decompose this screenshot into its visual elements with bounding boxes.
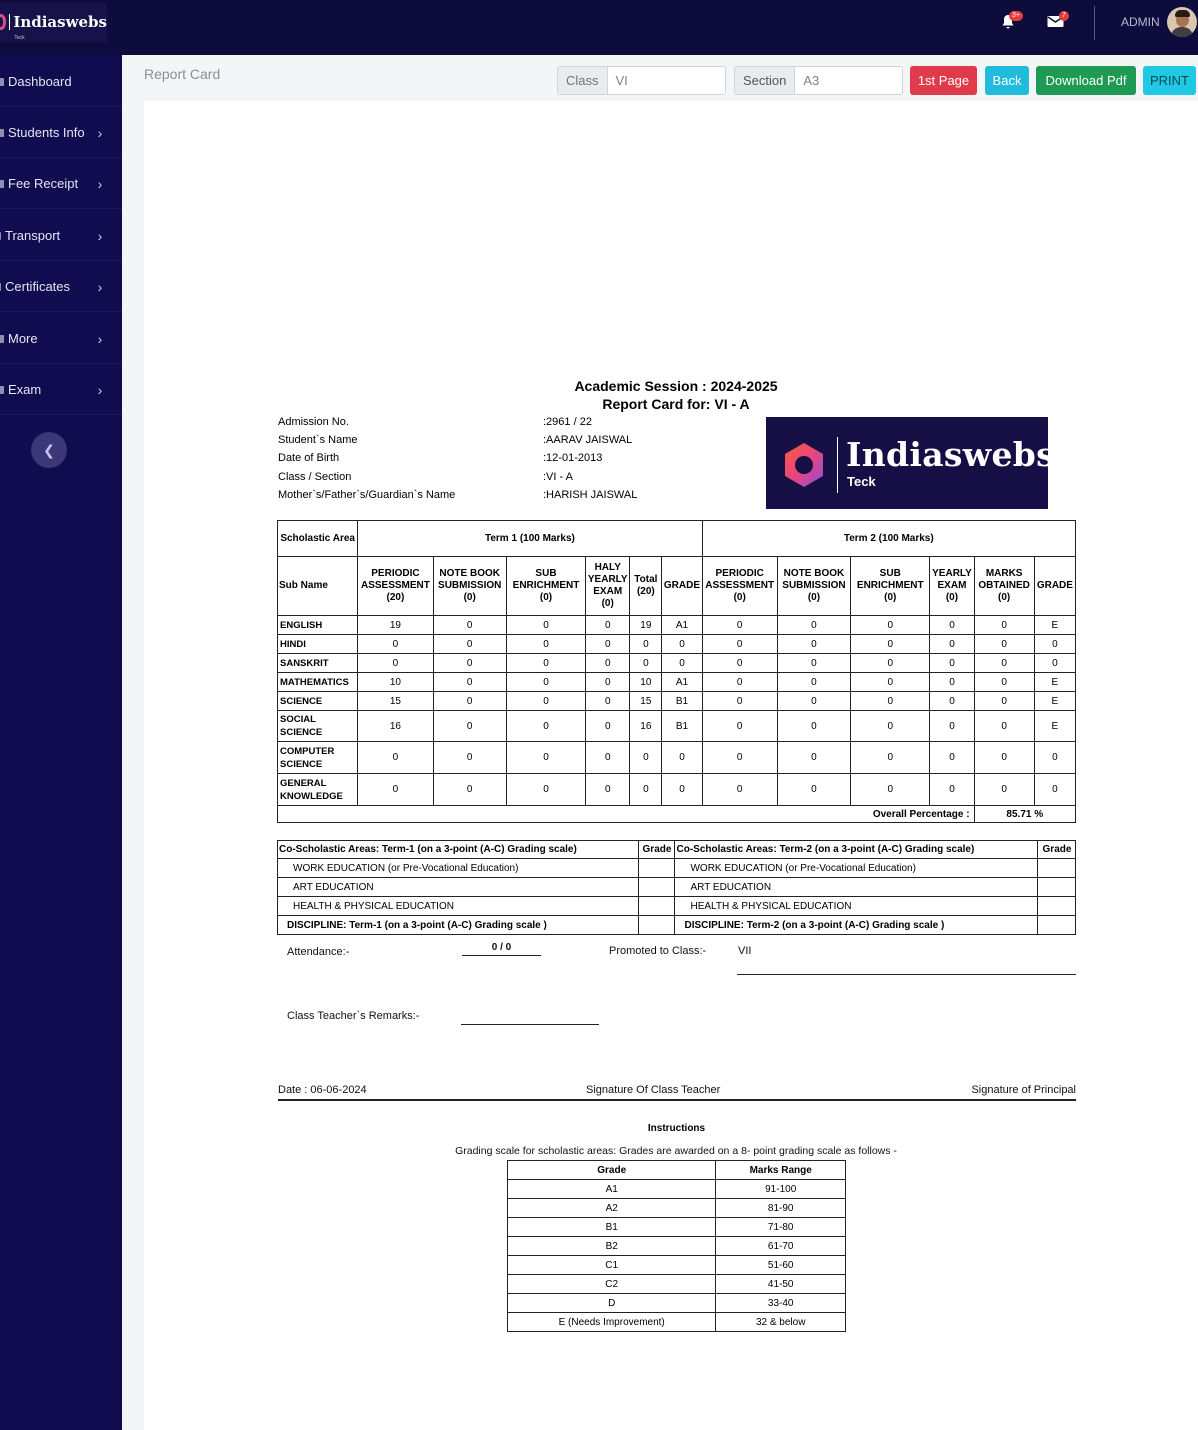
chevron-right-icon: ›	[97, 124, 103, 141]
exam-icon	[0, 386, 4, 394]
grade-cell: A2	[508, 1199, 716, 1218]
sidebar-item-label: Fee Receipt	[8, 176, 79, 191]
logo-sub: Teck	[847, 474, 876, 489]
mark-cell: 0	[506, 616, 585, 635]
term1-header: Term 1 (100 Marks)	[358, 521, 702, 557]
mark-cell: 0	[433, 673, 506, 692]
more-icon	[0, 335, 4, 343]
co-area: WORK EDUCATION (or Pre-Vocational Education)	[675, 859, 1038, 878]
mark-cell: E	[1034, 673, 1075, 692]
column-header: MARKS OBTAINED (0)	[974, 557, 1034, 616]
mark-cell: 0	[974, 616, 1034, 635]
attendance-label: Attendance:-	[287, 946, 350, 958]
subject-name: SOCIAL SCIENCE	[278, 711, 358, 742]
signature-principal: Signature of Principal	[971, 1084, 1076, 1096]
mark-cell: 0	[433, 711, 506, 742]
mark-cell: 0	[702, 774, 777, 806]
info-value: :2961 / 22	[543, 416, 592, 428]
topbar-divider	[1094, 6, 1095, 40]
mark-cell: 19	[358, 616, 433, 635]
mark-cell: 0	[851, 654, 930, 673]
instructions-title: Instructions	[647, 1123, 706, 1134]
sidebar-item-transport[interactable]	[0, 211, 122, 261]
co-area: ART EDUCATION	[278, 878, 639, 897]
avatar[interactable]	[1167, 7, 1197, 37]
table-row	[278, 654, 1076, 673]
mark-cell: 0	[506, 673, 585, 692]
range-cell: 81-90	[716, 1199, 846, 1218]
report-date: Date : 06-06-2024	[278, 1084, 367, 1096]
grade-cell: E (Needs Improvement)	[508, 1313, 716, 1332]
mark-cell: 0	[630, 742, 662, 774]
sidebar-item-label: More	[8, 331, 38, 346]
mark-cell: 0	[777, 654, 850, 673]
session-title: Academic Session : 2024-2025	[574, 378, 778, 394]
column-header: NOTE BOOK SUBMISSION (0)	[433, 557, 506, 616]
print-button[interactable]: PRINT	[1143, 66, 1196, 95]
column-header: HALY YEARLY EXAM (0)	[586, 557, 630, 616]
overall-value: 85.71 %	[974, 806, 1075, 823]
info-value: :AARAV JAISWAL	[543, 434, 633, 446]
mark-cell: 0	[851, 742, 930, 774]
mark-cell: 15	[358, 692, 433, 711]
mark-cell: 0	[930, 742, 974, 774]
mark-cell: 0	[851, 692, 930, 711]
sidebar-item-exam[interactable]	[0, 365, 122, 415]
info-label: Class / Section	[278, 471, 352, 483]
mark-cell: 19	[630, 616, 662, 635]
mark-cell: 0	[930, 673, 974, 692]
class-select[interactable]	[557, 66, 726, 95]
certificate-icon	[0, 283, 1, 291]
section-select-value[interactable]: A3	[803, 73, 820, 88]
co-scholastic-table	[277, 840, 1076, 935]
mark-cell: 0	[777, 692, 850, 711]
subject-name: COMPUTER SCIENCE	[278, 742, 358, 774]
sidebar-item-certificates[interactable]	[0, 262, 122, 312]
mark-cell: 0	[851, 635, 930, 654]
mark-cell: 0	[702, 616, 777, 635]
mark-cell: 0	[506, 742, 585, 774]
mark-cell: 0	[702, 742, 777, 774]
chevron-left-icon: ❮	[43, 442, 55, 458]
mark-cell: 0	[702, 654, 777, 673]
notifications-button[interactable]	[1000, 14, 1020, 32]
table-row	[278, 635, 1076, 654]
column-header: GRADE	[662, 557, 702, 616]
user-label[interactable]: ADMIN	[1121, 15, 1160, 29]
subject-name: MATHEMATICS	[278, 673, 358, 692]
mark-cell: 0	[662, 742, 702, 774]
mark-cell: 0	[630, 654, 662, 673]
grade-column-header: Grade	[508, 1161, 716, 1180]
attendance-value: 0 / 0	[491, 942, 512, 953]
range-cell: 71-80	[716, 1218, 846, 1237]
brand-hexagon-icon	[0, 14, 6, 30]
sidebar-item-label: Dashboard	[8, 74, 72, 89]
mark-cell: 0	[777, 635, 850, 654]
column-header: SUB ENRICHMENT (0)	[851, 557, 930, 616]
attendance-underline	[462, 955, 541, 956]
mark-cell: 0	[506, 654, 585, 673]
range-column-header: Marks Range	[716, 1161, 846, 1180]
mark-cell: 0	[974, 654, 1034, 673]
mark-cell: 0	[433, 692, 506, 711]
co-scholastic-t1-header: Co-Scholastic Areas: Term-1 (on a 3-point (A-C) Grading scale)	[278, 841, 639, 859]
class-select-value[interactable]: VI	[615, 73, 628, 88]
table-row	[508, 1294, 846, 1313]
info-label: Student`s Name	[278, 434, 358, 446]
mark-cell: 0	[851, 616, 930, 635]
mark-cell: 0	[1034, 654, 1075, 673]
table-row	[278, 616, 1076, 635]
sidebar-item-label: Transport	[5, 228, 61, 243]
chevron-right-icon: ›	[97, 330, 103, 347]
range-cell: 32 & below	[716, 1313, 846, 1332]
brand-logo[interactable]	[0, 2, 107, 42]
sub-name-header: Sub Name	[278, 557, 358, 616]
mark-cell: 0	[1034, 742, 1075, 774]
mark-cell: 0	[358, 774, 433, 806]
range-cell: 41-50	[716, 1275, 846, 1294]
mark-cell: 0	[630, 635, 662, 654]
mark-cell: 0	[358, 742, 433, 774]
mark-cell: 16	[358, 711, 433, 742]
range-cell: 33-40	[716, 1294, 846, 1313]
mark-cell: A1	[662, 673, 702, 692]
mark-cell: 0	[1034, 774, 1075, 806]
table-row	[278, 711, 1076, 742]
mark-cell: 0	[630, 774, 662, 806]
mark-cell: 0	[433, 742, 506, 774]
remarks-label: Class Teacher`s Remarks:-	[287, 1010, 420, 1022]
subject-name: HINDI	[278, 635, 358, 654]
mark-cell: 0	[433, 774, 506, 806]
mark-cell: 0	[851, 711, 930, 742]
school-logo	[766, 417, 1056, 509]
top-bar	[0, 0, 1198, 55]
mark-cell: A1	[662, 616, 702, 635]
info-label: Date of Birth	[278, 452, 340, 464]
grade-cell: C1	[508, 1256, 716, 1275]
mark-cell: 0	[974, 635, 1034, 654]
table-row	[508, 1180, 846, 1199]
mark-cell: 16	[630, 711, 662, 742]
range-cell: 51-60	[716, 1256, 846, 1275]
column-header: Total (20)	[630, 557, 662, 616]
mark-cell: 0	[930, 635, 974, 654]
mark-cell: E	[1034, 616, 1075, 635]
hexagon-logo-icon	[780, 441, 828, 489]
mark-cell: 0	[930, 711, 974, 742]
mark-cell: 0	[662, 635, 702, 654]
range-cell: 61-70	[716, 1237, 846, 1256]
first-page-button[interactable]: 1st Page	[910, 66, 977, 95]
messages-button[interactable]	[1047, 14, 1067, 32]
co-area: HEALTH & PHYSICAL EDUCATION	[278, 897, 639, 916]
remarks-underline	[461, 1024, 599, 1025]
sidebar-item-fee-receipt[interactable]	[0, 159, 122, 209]
mark-cell: 0	[777, 616, 850, 635]
table-row	[508, 1313, 846, 1332]
term2-header: Term 2 (100 Marks)	[702, 521, 1075, 557]
mark-cell: 0	[974, 774, 1034, 806]
sidebar	[0, 55, 122, 1430]
column-header: PERIODIC ASSESSMENT (0)	[702, 557, 777, 616]
co-area: ART EDUCATION	[675, 878, 1038, 897]
signature-class-teacher: Signature Of Class Teacher	[586, 1084, 721, 1096]
info-value: :VI - A	[543, 471, 573, 483]
mark-cell: 0	[586, 774, 630, 806]
mark-cell: 0	[662, 774, 702, 806]
mark-cell: 0	[586, 742, 630, 774]
grading-scale-table	[507, 1160, 846, 1332]
mark-cell: 0	[586, 635, 630, 654]
section-select[interactable]	[734, 66, 903, 95]
signature-line	[278, 1099, 1076, 1101]
mark-cell: 0	[974, 692, 1034, 711]
mark-cell: 0	[586, 616, 630, 635]
table-row	[278, 774, 1076, 806]
subject-name: SANSKRIT	[278, 654, 358, 673]
report-for-title: Report Card for: VI - A	[602, 396, 750, 412]
mark-cell: 0	[930, 774, 974, 806]
promoted-underline	[737, 974, 1076, 975]
info-label: Mother`s/Father`s/Guardian`s Name	[278, 489, 456, 501]
mark-cell: 0	[506, 774, 585, 806]
chevron-right-icon: ›	[97, 381, 103, 398]
mark-cell: B1	[662, 692, 702, 711]
transport-icon	[0, 232, 1, 240]
class-select-label: Class	[558, 67, 608, 94]
subject-name: ENGLISH	[278, 616, 358, 635]
mark-cell: 0	[662, 654, 702, 673]
column-header: YEARLY EXAM (0)	[930, 557, 974, 616]
table-row	[508, 1218, 846, 1237]
info-value: :12-01-2013	[543, 452, 603, 464]
mark-cell: 0	[358, 635, 433, 654]
mark-cell: 0	[586, 673, 630, 692]
sidebar-item-dashboard[interactable]	[0, 57, 122, 107]
mark-cell: 0	[433, 654, 506, 673]
table-row	[508, 1199, 846, 1218]
chevron-right-icon: ›	[97, 227, 103, 244]
mark-cell: 0	[851, 673, 930, 692]
overall-label: Overall Percentage :	[278, 806, 975, 823]
table-row	[278, 692, 1076, 711]
co-area: HEALTH & PHYSICAL EDUCATION	[675, 897, 1038, 916]
mark-cell: 0	[586, 692, 630, 711]
mark-cell: 0	[586, 654, 630, 673]
mark-cell: 0	[930, 616, 974, 635]
subject-name: GENERAL KNOWLEDGE	[278, 774, 358, 806]
discipline-t1: DISCIPLINE: Term-1 (on a 3-point (A-C) Grading scale )	[278, 916, 639, 935]
column-header: PERIODIC ASSESSMENT (20)	[358, 557, 433, 616]
mark-cell: B1	[662, 711, 702, 742]
mark-cell: 0	[777, 711, 850, 742]
co-scholastic-t2-header: Co-Scholastic Areas: Term-2 (on a 3-point (A-C) Grading scale)	[675, 841, 1038, 859]
marks-table	[277, 520, 1076, 823]
brand-sub: Teck	[14, 35, 25, 41]
sidebar-item-label: Exam	[8, 382, 42, 397]
notifications-badge: 3+	[1009, 11, 1023, 21]
dashboard-icon	[0, 78, 4, 86]
sidebar-item-students-info[interactable]	[0, 108, 122, 158]
back-button[interactable]: Back	[985, 66, 1029, 95]
mark-cell: 0	[702, 673, 777, 692]
grade-cell: B2	[508, 1237, 716, 1256]
table-row	[508, 1275, 846, 1294]
instructions-text: Grading scale for scholastic areas: Grades are awarded on a 8- point grading scale as follows -	[455, 1145, 897, 1157]
download-pdf-button[interactable]: Download Pdf	[1036, 66, 1136, 95]
mark-cell: 0	[506, 692, 585, 711]
grade-header: Grade	[1037, 841, 1075, 859]
mark-cell: 15	[630, 692, 662, 711]
mark-cell: 0	[1034, 635, 1075, 654]
table-row	[278, 742, 1076, 774]
brand-name: Indiaswebs Teck	[9, 14, 107, 30]
mark-cell: 0	[974, 711, 1034, 742]
mark-cell: E	[1034, 711, 1075, 742]
mark-cell: 0	[777, 774, 850, 806]
mark-cell: 0	[506, 635, 585, 654]
range-cell: 91-100	[716, 1180, 846, 1199]
mark-cell: 0	[702, 692, 777, 711]
sidebar-item-more[interactable]	[0, 314, 122, 364]
sidebar-item-label: Students Info	[8, 125, 85, 140]
sidebar-collapse-button[interactable]	[31, 432, 67, 468]
logo-name: Indiaswebs	[846, 435, 1056, 474]
promoted-label: Promoted to Class:-	[609, 945, 707, 957]
mark-cell: 0	[702, 635, 777, 654]
mark-cell: 0	[930, 654, 974, 673]
mark-cell: E	[1034, 692, 1075, 711]
column-header: SUB ENRICHMENT (0)	[506, 557, 585, 616]
mark-cell: 0	[586, 711, 630, 742]
mark-cell: 0	[974, 742, 1034, 774]
column-header: GRADE	[1034, 557, 1075, 616]
mark-cell: 10	[630, 673, 662, 692]
table-row	[278, 673, 1076, 692]
info-label: Admission No.	[278, 416, 349, 428]
grade-cell: D	[508, 1294, 716, 1313]
info-value: :HARISH JAISWAL	[543, 489, 638, 501]
grade-cell: C2	[508, 1275, 716, 1294]
mark-cell: 10	[358, 673, 433, 692]
students-icon	[0, 129, 4, 137]
mark-cell: 0	[777, 742, 850, 774]
grade-cell: B1	[508, 1218, 716, 1237]
mark-cell: 0	[851, 774, 930, 806]
grade-header: Grade	[638, 841, 675, 859]
mark-cell: 0	[702, 711, 777, 742]
page-title: Report Card	[144, 66, 221, 82]
messages-badge: 7	[1059, 11, 1069, 21]
section-select-label: Section	[735, 67, 795, 94]
mark-cell: 0	[433, 616, 506, 635]
discipline-t2: DISCIPLINE: Term-2 (on a 3-point (A-C) Grading scale )	[675, 916, 1038, 935]
sidebar-item-label: Certificates	[5, 279, 71, 294]
scholastic-area-header: Scholastic Area	[278, 521, 358, 557]
chevron-right-icon: ›	[97, 278, 103, 295]
receipt-icon	[0, 180, 4, 188]
grade-cell: A1	[508, 1180, 716, 1199]
table-row	[508, 1256, 846, 1275]
mark-cell: 0	[433, 635, 506, 654]
mark-cell: 0	[777, 673, 850, 692]
mark-cell: 0	[974, 673, 1034, 692]
chevron-right-icon: ›	[97, 175, 103, 192]
promoted-value: VII	[738, 945, 752, 957]
mark-cell: 0	[358, 654, 433, 673]
column-header: NOTE BOOK SUBMISSION (0)	[777, 557, 850, 616]
co-area: WORK EDUCATION (or Pre-Vocational Education)	[278, 859, 639, 878]
mark-cell: 0	[506, 711, 585, 742]
subject-name: SCIENCE	[278, 692, 358, 711]
table-row	[508, 1237, 846, 1256]
mark-cell: 0	[930, 692, 974, 711]
